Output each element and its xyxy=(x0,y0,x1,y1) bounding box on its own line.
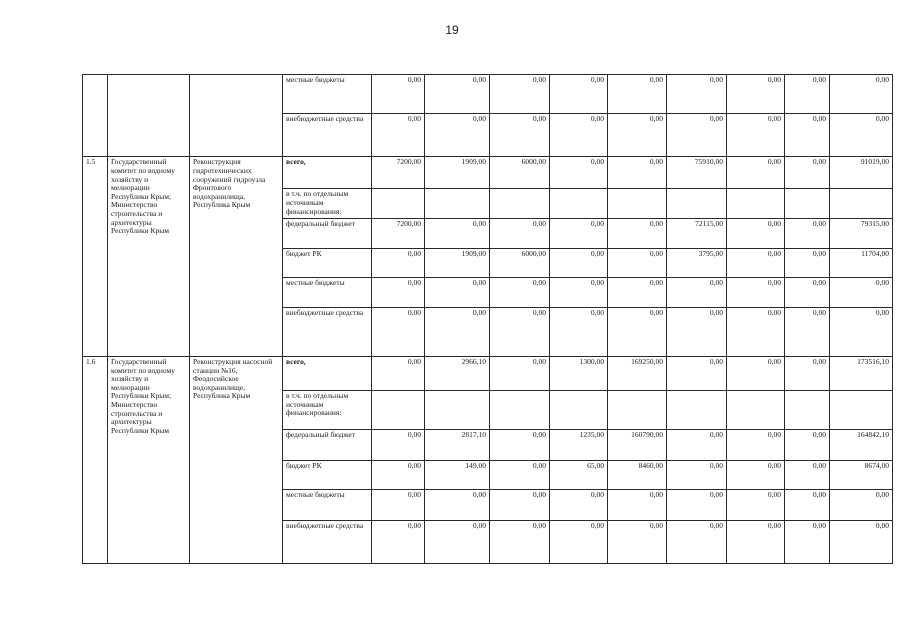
source-cell: бюджет РК xyxy=(283,248,372,277)
value-cell: 0,00 xyxy=(490,75,550,114)
value-cell: 8460,00 xyxy=(608,460,667,489)
value-cell: 149,00 xyxy=(425,460,490,489)
value-cell: 1909,00 xyxy=(425,248,490,277)
value-cell: 0,00 xyxy=(727,460,785,489)
source-cell: в т.ч. по отдельным источникам финансирования: xyxy=(283,189,372,219)
value-cell: 0,00 xyxy=(785,430,830,461)
value-cell: 0,00 xyxy=(608,114,667,157)
value-cell: 0,00 xyxy=(608,157,667,189)
value-cell: 0,00 xyxy=(727,489,785,520)
value-cell: 0,00 xyxy=(727,430,785,461)
value-cell xyxy=(550,189,608,219)
source-cell: местные бюджеты xyxy=(283,75,372,114)
index-cell: 1.6 xyxy=(83,356,108,563)
value-cell: 0,00 xyxy=(425,520,490,563)
value-cell: 0,00 xyxy=(727,520,785,563)
value-cell xyxy=(727,189,785,219)
value-cell: 0,00 xyxy=(608,307,667,356)
value-cell: 0,00 xyxy=(550,157,608,189)
value-cell: 164842,10 xyxy=(830,430,893,461)
value-cell: 7200,00 xyxy=(372,157,425,189)
table-row xyxy=(83,356,893,390)
index-cell: 1.5 xyxy=(83,157,108,357)
value-cell: 0,00 xyxy=(785,307,830,356)
value-cell: 0,00 xyxy=(372,520,425,563)
value-cell: 173516,10 xyxy=(830,356,893,390)
value-cell: 0,00 xyxy=(425,489,490,520)
value-cell: 3795,00 xyxy=(667,248,727,277)
table-row xyxy=(83,75,893,114)
value-cell: 0,00 xyxy=(785,75,830,114)
value-cell: 0,00 xyxy=(667,114,727,157)
value-cell: 0,00 xyxy=(608,75,667,114)
value-cell: 8674,00 xyxy=(830,460,893,489)
value-cell: 0,00 xyxy=(727,114,785,157)
value-cell: 0,00 xyxy=(490,114,550,157)
value-cell: 0,00 xyxy=(372,356,425,390)
value-cell: 0,00 xyxy=(785,356,830,390)
value-cell: 0,00 xyxy=(727,248,785,277)
value-cell xyxy=(830,189,893,219)
value-cell xyxy=(785,390,830,429)
value-cell xyxy=(550,390,608,429)
source-cell: внебюджетные средства xyxy=(283,520,372,563)
value-cell: 0,00 xyxy=(490,460,550,489)
value-cell: 0,00 xyxy=(425,219,490,249)
value-cell xyxy=(490,390,550,429)
value-cell: 0,00 xyxy=(550,307,608,356)
value-cell: 0,00 xyxy=(785,277,830,307)
value-cell: 0,00 xyxy=(372,489,425,520)
value-cell xyxy=(372,189,425,219)
value-cell: 169250,00 xyxy=(608,356,667,390)
value-cell xyxy=(608,390,667,429)
value-cell: 0,00 xyxy=(727,157,785,189)
value-cell: 2817,10 xyxy=(425,430,490,461)
value-cell: 160790,00 xyxy=(608,430,667,461)
value-cell: 0,00 xyxy=(785,520,830,563)
executor-cell: Государственный комитет по водному хозяйству и мелиорации Республики Крым; Министерство строительства и архитектуры Республики Крым xyxy=(108,157,190,357)
financing-table xyxy=(82,74,893,564)
event-cell xyxy=(190,75,283,157)
value-cell xyxy=(667,390,727,429)
value-cell: 0,00 xyxy=(550,219,608,249)
value-cell: 0,00 xyxy=(727,307,785,356)
event-cell: Реконструкция насосной станции №16, Феодосийское водохранилище, Республика Крым xyxy=(190,356,283,563)
value-cell xyxy=(490,189,550,219)
value-cell: 0,00 xyxy=(550,75,608,114)
value-cell: 0,00 xyxy=(372,114,425,157)
value-cell: 0,00 xyxy=(830,75,893,114)
source-cell: в т.ч. по отдельным источникам финансирования: xyxy=(283,390,372,429)
value-cell xyxy=(727,390,785,429)
source-cell: местные бюджеты xyxy=(283,489,372,520)
value-cell: 0,00 xyxy=(372,307,425,356)
value-cell: 0,00 xyxy=(372,430,425,461)
value-cell: 0,00 xyxy=(372,75,425,114)
source-cell: федеральный бюджет xyxy=(283,430,372,461)
source-cell: федеральный бюджет xyxy=(283,219,372,249)
value-cell: 0,00 xyxy=(785,157,830,189)
value-cell: 0,00 xyxy=(490,219,550,249)
value-cell: 0,00 xyxy=(425,75,490,114)
value-cell: 1300,00 xyxy=(550,356,608,390)
value-cell: 0,00 xyxy=(830,307,893,356)
value-cell: 65,00 xyxy=(550,460,608,489)
value-cell: 79315,00 xyxy=(830,219,893,249)
value-cell: 11704,00 xyxy=(830,248,893,277)
value-cell: 72115,00 xyxy=(667,219,727,249)
value-cell: 2966,10 xyxy=(425,356,490,390)
value-cell: 0,00 xyxy=(785,489,830,520)
value-cell: 0,00 xyxy=(608,248,667,277)
value-cell: 0,00 xyxy=(550,114,608,157)
value-cell: 0,00 xyxy=(667,75,727,114)
source-cell: всего, xyxy=(283,157,372,189)
value-cell: 0,00 xyxy=(372,460,425,489)
value-cell: 0,00 xyxy=(727,277,785,307)
index-cell xyxy=(83,75,108,157)
value-cell xyxy=(425,390,490,429)
value-cell: 0,00 xyxy=(608,489,667,520)
value-cell: 0,00 xyxy=(785,248,830,277)
value-cell: 0,00 xyxy=(727,356,785,390)
value-cell: 0,00 xyxy=(372,277,425,307)
value-cell xyxy=(608,189,667,219)
value-cell: 0,00 xyxy=(490,277,550,307)
value-cell: 0,00 xyxy=(425,114,490,157)
executor-cell: Государственный комитет по водному хозяйству и мелиорации Республики Крым; Министерство строительства и архитектуры Республики Крым xyxy=(108,356,190,563)
table-row xyxy=(83,157,893,189)
value-cell: 0,00 xyxy=(830,489,893,520)
source-cell: внебюджетные средства xyxy=(283,114,372,157)
value-cell: 0,00 xyxy=(727,75,785,114)
value-cell xyxy=(667,189,727,219)
value-cell: 0,00 xyxy=(425,307,490,356)
value-cell: 0,00 xyxy=(667,520,727,563)
value-cell: 6000,00 xyxy=(490,248,550,277)
source-cell: всего, xyxy=(283,356,372,390)
value-cell: 0,00 xyxy=(608,219,667,249)
value-cell xyxy=(425,189,490,219)
value-cell: 0,00 xyxy=(830,114,893,157)
value-cell: 0,00 xyxy=(830,277,893,307)
value-cell: 7200,00 xyxy=(372,219,425,249)
value-cell: 0,00 xyxy=(425,277,490,307)
table-body xyxy=(83,75,893,564)
value-cell: 0,00 xyxy=(785,460,830,489)
value-cell: 0,00 xyxy=(667,460,727,489)
value-cell: 0,00 xyxy=(727,219,785,249)
value-cell: 0,00 xyxy=(667,277,727,307)
value-cell: 0,00 xyxy=(490,356,550,390)
value-cell: 0,00 xyxy=(830,520,893,563)
value-cell: 6000,00 xyxy=(490,157,550,189)
value-cell: 91019,00 xyxy=(830,157,893,189)
value-cell: 0,00 xyxy=(490,489,550,520)
executor-cell xyxy=(108,75,190,157)
value-cell: 1235,00 xyxy=(550,430,608,461)
value-cell: 0,00 xyxy=(490,430,550,461)
source-cell: бюджет РК xyxy=(283,460,372,489)
value-cell: 0,00 xyxy=(550,489,608,520)
value-cell xyxy=(372,390,425,429)
event-cell: Реконструкция гидротехнических сооружений гидроузла Фронтового водохранилища, Республика Крым xyxy=(190,157,283,357)
value-cell: 0,00 xyxy=(490,520,550,563)
value-cell xyxy=(785,189,830,219)
value-cell: 0,00 xyxy=(372,248,425,277)
value-cell: 0,00 xyxy=(550,248,608,277)
value-cell: 0,00 xyxy=(550,277,608,307)
value-cell: 0,00 xyxy=(667,489,727,520)
value-cell: 0,00 xyxy=(608,520,667,563)
value-cell: 0,00 xyxy=(785,219,830,249)
value-cell xyxy=(830,390,893,429)
value-cell: 0,00 xyxy=(667,307,727,356)
source-cell: внебюджетные средства xyxy=(283,307,372,356)
value-cell: 0,00 xyxy=(490,307,550,356)
value-cell: 75910,00 xyxy=(667,157,727,189)
value-cell: 0,00 xyxy=(785,114,830,157)
value-cell: 0,00 xyxy=(667,430,727,461)
value-cell: 0,00 xyxy=(667,356,727,390)
value-cell: 0,00 xyxy=(608,277,667,307)
value-cell: 0,00 xyxy=(550,520,608,563)
source-cell: местные бюджеты xyxy=(283,277,372,307)
value-cell: 1909,00 xyxy=(425,157,490,189)
page-number: 19 xyxy=(445,23,459,37)
